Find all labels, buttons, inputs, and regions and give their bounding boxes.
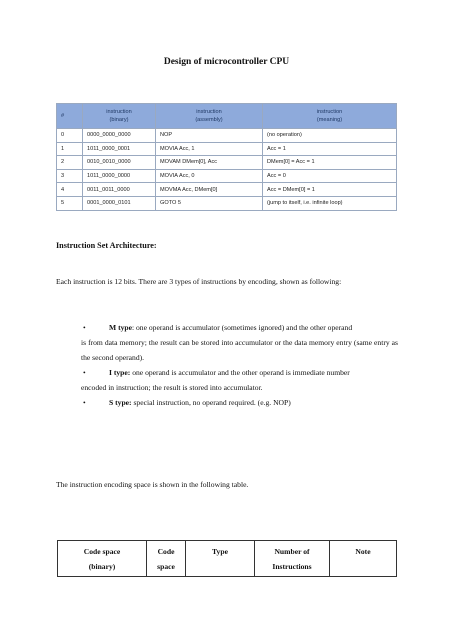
cell-assembly: MOVAM DMem[0], Acc bbox=[156, 156, 263, 170]
cell-binary: 1011_0000_0000 bbox=[83, 169, 156, 183]
cell-meaning: Acc = DMem[0] = 1 bbox=[263, 183, 397, 197]
instruction-table-header bbox=[57, 104, 397, 129]
instruction-table bbox=[56, 103, 397, 211]
cell-number: 2 bbox=[57, 156, 83, 170]
type-text: special instruction, no operand required. (e.g. NOP) bbox=[131, 398, 291, 407]
cell-binary: 0000_0000_0000 bbox=[83, 129, 156, 143]
cell-assembly: MOVMA Acc, DMem[0] bbox=[156, 183, 263, 197]
type-text-cont: is from data memory; the result can be stored into accumulator or the data memory entry (same entry as the second operand). bbox=[81, 338, 398, 362]
list-item bbox=[56, 365, 398, 395]
cell-assembly: MOVIA Acc, 1 bbox=[156, 142, 263, 156]
table-row bbox=[57, 196, 397, 210]
type-list bbox=[56, 320, 398, 410]
table-row bbox=[57, 183, 397, 197]
cell-assembly: MOVIA Acc, 0 bbox=[156, 169, 263, 183]
cell-meaning: DMem[0] = Acc = 1 bbox=[263, 156, 397, 170]
type-text: one operand is accumulator and the other operand is immediate number bbox=[130, 368, 350, 377]
cell-binary: 0011_0011_0000 bbox=[83, 183, 156, 197]
cell-number: 3 bbox=[57, 169, 83, 183]
header-assembly: instruction (assembly) bbox=[156, 104, 263, 129]
cell-number: 0 bbox=[57, 129, 83, 143]
cell-binary: 0010_0010_0000 bbox=[83, 156, 156, 170]
list-item bbox=[56, 320, 398, 365]
table-row bbox=[57, 156, 397, 170]
type-text: : one operand is accumulator (sometimes ignored) and the other operand bbox=[132, 323, 353, 332]
header-number-of-instructions: Number of Instructions bbox=[255, 541, 330, 577]
type-text-cont: encoded in instruction; the result is stored into accumulator. bbox=[81, 383, 263, 392]
cell-meaning: Acc = 1 bbox=[263, 142, 397, 156]
code-space-table bbox=[57, 540, 397, 577]
cell-binary: 1011_0000_0001 bbox=[83, 142, 156, 156]
intro-paragraph: Each instruction is 12 bits. There are 3 types of instructions by encoding, shown as following: bbox=[56, 277, 342, 286]
cell-assembly: NOP bbox=[156, 129, 263, 143]
code-table-header bbox=[58, 541, 397, 577]
type-term: I type: bbox=[109, 368, 131, 377]
cell-binary: 0001_0000_0101 bbox=[83, 196, 156, 210]
bullet-icon: • bbox=[83, 323, 86, 332]
table-row bbox=[57, 169, 397, 183]
header-binary: instruction (binary) bbox=[83, 104, 156, 129]
cell-number: 1 bbox=[57, 142, 83, 156]
header-note: Note bbox=[330, 541, 397, 577]
header-meaning: instruction (meaning) bbox=[263, 104, 397, 129]
bullet-icon: • bbox=[83, 398, 86, 407]
isa-heading: Instruction Set Architecture: bbox=[56, 241, 157, 250]
cell-meaning: (jump to itself, i.e. infinite loop) bbox=[263, 196, 397, 210]
cell-assembly: GOTO 5 bbox=[156, 196, 263, 210]
document-title: Design of microcontroller CPU bbox=[163, 57, 290, 67]
cell-meaning: Acc = 0 bbox=[263, 169, 397, 183]
cell-number: 4 bbox=[57, 183, 83, 197]
list-item bbox=[56, 395, 398, 410]
encoding-intro: The instruction encoding space is shown in the following table. bbox=[56, 480, 249, 489]
table-row bbox=[57, 142, 397, 156]
type-term: M type bbox=[109, 323, 132, 332]
cell-number: 5 bbox=[57, 196, 83, 210]
header-number: # bbox=[57, 104, 83, 129]
header-type: Type bbox=[186, 541, 255, 577]
bullet-icon: • bbox=[83, 368, 86, 377]
header-code-space-binary: Code space (binary) bbox=[58, 541, 147, 577]
cell-meaning: (no operation) bbox=[263, 129, 397, 143]
header-code-space: Code space bbox=[147, 541, 186, 577]
type-term: S type: bbox=[109, 398, 132, 407]
table-row bbox=[57, 129, 397, 143]
